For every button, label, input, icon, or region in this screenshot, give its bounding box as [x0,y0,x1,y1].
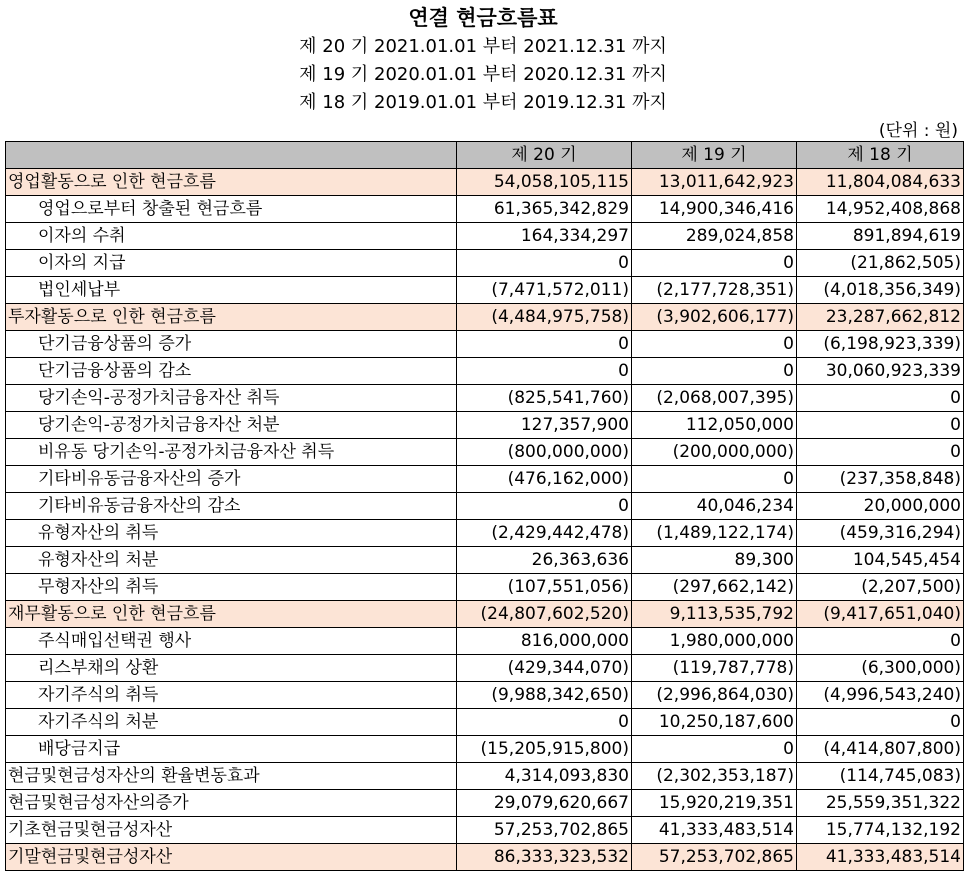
row-label: 자기주식의 취득 [6,682,457,709]
value-period-19: (2,302,353,187) [632,763,797,790]
table-row [6,169,964,196]
value-period-20: 29,079,620,667 [457,790,632,817]
value-period-19: 89,300 [632,547,797,574]
value-period-18: 41,333,483,514 [797,844,964,871]
value-period-18: 11,804,084,633 [797,169,964,196]
value-period-20: (2,429,442,478) [457,520,632,547]
table-row [6,628,964,655]
value-period-19: 40,046,234 [632,493,797,520]
value-period-18: 0 [797,385,964,412]
table-row [6,250,964,277]
table-row [6,655,964,682]
value-period-20: 816,000,000 [457,628,632,655]
table-row [6,493,964,520]
value-period-20: 0 [457,493,632,520]
row-label: 재무활동으로 인한 현금흐름 [6,601,457,628]
value-period-20: 164,334,297 [457,223,632,250]
value-period-18: (237,358,848) [797,466,964,493]
table-row [6,304,964,331]
value-period-19: (119,787,778) [632,655,797,682]
value-period-18: (6,198,923,339) [797,331,964,358]
value-period-19: (3,902,606,177) [632,304,797,331]
table-row [6,439,964,466]
row-label: 현금및현금성자산의 환율변동효과 [6,763,457,790]
value-period-18: 0 [797,412,964,439]
value-period-18: (114,745,083) [797,763,964,790]
value-period-19: 0 [632,466,797,493]
value-period-18: 23,287,662,812 [797,304,964,331]
value-period-20: 26,363,636 [457,547,632,574]
value-period-18: (4,414,807,800) [797,736,964,763]
value-period-20: 0 [457,331,632,358]
value-period-20: 127,357,900 [457,412,632,439]
table-header-row [6,142,964,169]
value-period-20: (429,344,070) [457,655,632,682]
header-period-20: 제 20 기 [457,142,632,169]
value-period-18: (2,207,500) [797,574,964,601]
value-period-18: (459,316,294) [797,520,964,547]
row-label: 영업으로부터 창출된 현금흐름 [6,196,457,223]
value-period-20: (7,471,572,011) [457,277,632,304]
value-period-20: (107,551,056) [457,574,632,601]
table-row [6,385,964,412]
value-period-18: (6,300,000) [797,655,964,682]
table-row [6,574,964,601]
value-period-19: 112,050,000 [632,412,797,439]
table-row [6,844,964,871]
value-period-20: 57,253,702,865 [457,817,632,844]
value-period-20: (15,205,915,800) [457,736,632,763]
value-period-19: 41,333,483,514 [632,817,797,844]
table-row [6,196,964,223]
row-label: 투자활동으로 인한 현금흐름 [6,304,457,331]
value-period-19: (2,177,728,351) [632,277,797,304]
value-period-18: (21,862,505) [797,250,964,277]
cash-flow-table [5,141,964,871]
value-period-18: 104,545,454 [797,547,964,574]
value-period-19: 57,253,702,865 [632,844,797,871]
value-period-19: 15,920,219,351 [632,790,797,817]
value-period-19: (1,489,122,174) [632,520,797,547]
value-period-19: 0 [632,331,797,358]
row-label: 기타비유동금융자산의 증가 [6,466,457,493]
value-period-19: 0 [632,736,797,763]
row-label: 현금및현금성자산의증가 [6,790,457,817]
value-period-18: 15,774,132,192 [797,817,964,844]
row-label: 주식매입선택권 행사 [6,628,457,655]
table-row [6,223,964,250]
value-period-20: 4,314,093,830 [457,763,632,790]
row-label: 당기손익-공정가치금융자산 취득 [6,385,457,412]
value-period-20: (4,484,975,758) [457,304,632,331]
table-row [6,790,964,817]
header-label [6,142,457,169]
value-period-18: 14,952,408,868 [797,196,964,223]
row-label: 유형자산의 처분 [6,547,457,574]
row-label: 기초현금및현금성자산 [6,817,457,844]
value-period-20: 61,365,342,829 [457,196,632,223]
table-row [6,763,964,790]
value-period-20: (9,988,342,650) [457,682,632,709]
value-period-18: (4,996,543,240) [797,682,964,709]
row-label: 단기금융상품의 증가 [6,331,457,358]
row-label: 영업활동으로 인한 현금흐름 [6,169,457,196]
value-period-18: 0 [797,628,964,655]
value-period-18: 891,894,619 [797,223,964,250]
value-period-19: 9,113,535,792 [632,601,797,628]
value-period-18: 20,000,000 [797,493,964,520]
value-period-18: (4,018,356,349) [797,277,964,304]
value-period-18: (9,417,651,040) [797,601,964,628]
value-period-19: (297,662,142) [632,574,797,601]
row-label: 당기손익-공정가치금융자산 처분 [6,412,457,439]
value-period-20: (24,807,602,520) [457,601,632,628]
row-label: 법인세납부 [6,277,457,304]
period-20: 제 20 기 2021.01.01 부터 2021.12.31 까지 [299,36,667,57]
unit-label: (단위 : 원) [878,121,958,141]
table-row [6,547,964,574]
row-label: 단기금융상품의 감소 [6,358,457,385]
row-label: 자기주식의 처분 [6,709,457,736]
value-period-20: 0 [457,250,632,277]
row-label: 리스부채의 상환 [6,655,457,682]
value-period-19: 0 [632,358,797,385]
document-title: 연결 현금흐름표 [408,6,558,30]
value-period-20: (476,162,000) [457,466,632,493]
value-period-20: (825,541,760) [457,385,632,412]
value-period-20: 86,333,323,532 [457,844,632,871]
period-18: 제 18 기 2019.01.01 부터 2019.12.31 까지 [299,92,667,113]
row-label: 무형자산의 취득 [6,574,457,601]
value-period-19: 13,011,642,923 [632,169,797,196]
header-period-19: 제 19 기 [632,142,797,169]
value-period-19: (2,068,007,395) [632,385,797,412]
value-period-19: 0 [632,250,797,277]
value-period-19: 10,250,187,600 [632,709,797,736]
row-label: 기타비유동금융자산의 감소 [6,493,457,520]
value-period-19: (2,996,864,030) [632,682,797,709]
row-label: 이자의 지급 [6,250,457,277]
value-period-18: 0 [797,439,964,466]
table-row [6,601,964,628]
value-period-20: 0 [457,358,632,385]
value-period-18: 30,060,923,339 [797,358,964,385]
value-period-19: 14,900,346,416 [632,196,797,223]
row-label: 비유동 당기손익-공정가치금융자산 취득 [6,439,457,466]
value-period-20: (800,000,000) [457,439,632,466]
row-label: 기말현금및현금성자산 [6,844,457,871]
table-row [6,736,964,763]
table-row [6,358,964,385]
table-row [6,682,964,709]
value-period-20: 54,058,105,115 [457,169,632,196]
table-row [6,412,964,439]
value-period-18: 0 [797,709,964,736]
period-19: 제 19 기 2020.01.01 부터 2020.12.31 까지 [299,64,667,85]
value-period-19: (200,000,000) [632,439,797,466]
row-label: 이자의 수취 [6,223,457,250]
table-row [6,331,964,358]
table-row [6,520,964,547]
value-period-18: 25,559,351,322 [797,790,964,817]
table-row [6,817,964,844]
row-label: 유형자산의 취득 [6,520,457,547]
value-period-19: 1,980,000,000 [632,628,797,655]
table-row [6,466,964,493]
row-label: 배당금지급 [6,736,457,763]
header-period-18: 제 18 기 [797,142,964,169]
table-row [6,277,964,304]
value-period-20: 0 [457,709,632,736]
value-period-19: 289,024,858 [632,223,797,250]
table-row [6,709,964,736]
